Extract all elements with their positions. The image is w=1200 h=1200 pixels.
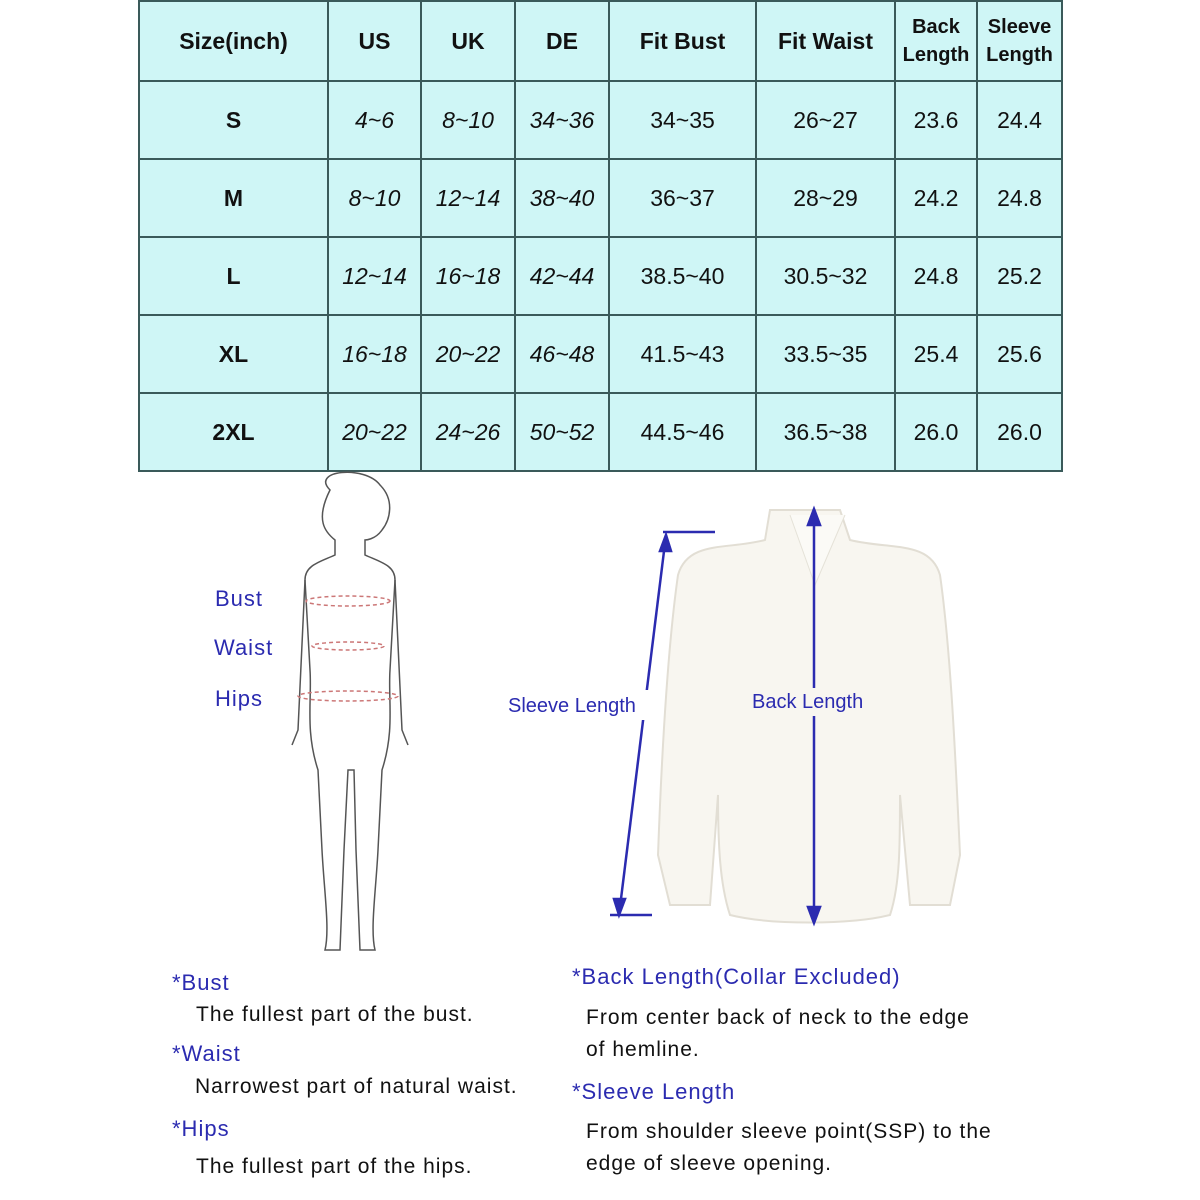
header-cell: UK xyxy=(421,1,515,81)
value-cell: 12~14 xyxy=(328,237,421,315)
hips-desc-text: The fullest part of the hips. xyxy=(196,1155,473,1178)
sleeve-length-desc-title: *Sleeve Length xyxy=(572,1079,736,1104)
value-cell: 26.0 xyxy=(977,393,1062,471)
value-cell: 24.8 xyxy=(977,159,1062,237)
header-cell: Fit Bust xyxy=(609,1,756,81)
waist-desc-title: *Waist xyxy=(172,1041,241,1066)
value-cell: 46~48 xyxy=(515,315,609,393)
value-cell: 36~37 xyxy=(609,159,756,237)
value-cell: 16~18 xyxy=(328,315,421,393)
waist-desc-text: Narrowest part of natural waist. xyxy=(195,1075,518,1098)
value-cell: 24.8 xyxy=(895,237,977,315)
value-cell: 25.6 xyxy=(977,315,1062,393)
sleeve-length-desc-line1: From shoulder sleeve point(SSP) to the xyxy=(586,1120,992,1143)
header-cell: Back Length xyxy=(895,1,977,81)
value-cell: 24~26 xyxy=(421,393,515,471)
value-cell: 44.5~46 xyxy=(609,393,756,471)
value-cell: 34~35 xyxy=(609,81,756,159)
back-length-desc-title: *Back Length(Collar Excluded) xyxy=(572,964,901,989)
back-length-desc-line1: From center back of neck to the edge xyxy=(586,1006,970,1029)
value-cell: 25.4 xyxy=(895,315,977,393)
value-cell: 4~6 xyxy=(328,81,421,159)
table-row xyxy=(139,81,1062,159)
value-cell: 24.4 xyxy=(977,81,1062,159)
value-cell: 36.5~38 xyxy=(756,393,895,471)
value-cell: 28~29 xyxy=(756,159,895,237)
size-cell: S xyxy=(139,81,328,159)
back-length-desc-line2: of hemline. xyxy=(586,1038,700,1061)
table-row xyxy=(139,237,1062,315)
value-cell: 26.0 xyxy=(895,393,977,471)
header-cell: Size(inch) xyxy=(139,1,328,81)
back-length-label: Back Length xyxy=(752,691,864,713)
waist-label: Waist xyxy=(214,635,274,660)
hips-label: Hips xyxy=(215,686,264,711)
value-cell: 20~22 xyxy=(421,315,515,393)
value-cell: 34~36 xyxy=(515,81,609,159)
size-chart-table xyxy=(138,0,1063,472)
value-cell: 38.5~40 xyxy=(609,237,756,315)
value-cell: 20~22 xyxy=(328,393,421,471)
table-row xyxy=(139,393,1062,471)
value-cell: 25.2 xyxy=(977,237,1062,315)
table-row xyxy=(139,315,1062,393)
size-cell: XL xyxy=(139,315,328,393)
header-cell: DE xyxy=(515,1,609,81)
table-header-row xyxy=(139,1,1062,81)
value-cell: 12~14 xyxy=(421,159,515,237)
size-cell: 2XL xyxy=(139,393,328,471)
sleeve-length-desc-line2: edge of sleeve opening. xyxy=(586,1152,833,1175)
header-cell: Sleeve Length xyxy=(977,1,1062,81)
bust-desc-text: The fullest part of the bust. xyxy=(196,1003,474,1026)
value-cell: 8~10 xyxy=(328,159,421,237)
bust-desc-title: *Bust xyxy=(172,970,230,995)
value-cell: 42~44 xyxy=(515,237,609,315)
bust-label: Bust xyxy=(215,586,264,611)
value-cell: 30.5~32 xyxy=(756,237,895,315)
value-cell: 8~10 xyxy=(421,81,515,159)
sleeve-length-label: Sleeve Length xyxy=(508,695,636,717)
header-cell: Fit Waist xyxy=(756,1,895,81)
hips-desc-title: *Hips xyxy=(172,1116,230,1141)
value-cell: 16~18 xyxy=(421,237,515,315)
table-row xyxy=(139,159,1062,237)
body-figure-illustration xyxy=(270,470,440,970)
value-cell: 23.6 xyxy=(895,81,977,159)
size-cell: L xyxy=(139,237,328,315)
blouse-illustration xyxy=(600,495,1000,935)
value-cell: 33.5~35 xyxy=(756,315,895,393)
header-cell: US xyxy=(328,1,421,81)
size-cell: M xyxy=(139,159,328,237)
value-cell: 26~27 xyxy=(756,81,895,159)
value-cell: 24.2 xyxy=(895,159,977,237)
value-cell: 41.5~43 xyxy=(609,315,756,393)
value-cell: 38~40 xyxy=(515,159,609,237)
value-cell: 50~52 xyxy=(515,393,609,471)
